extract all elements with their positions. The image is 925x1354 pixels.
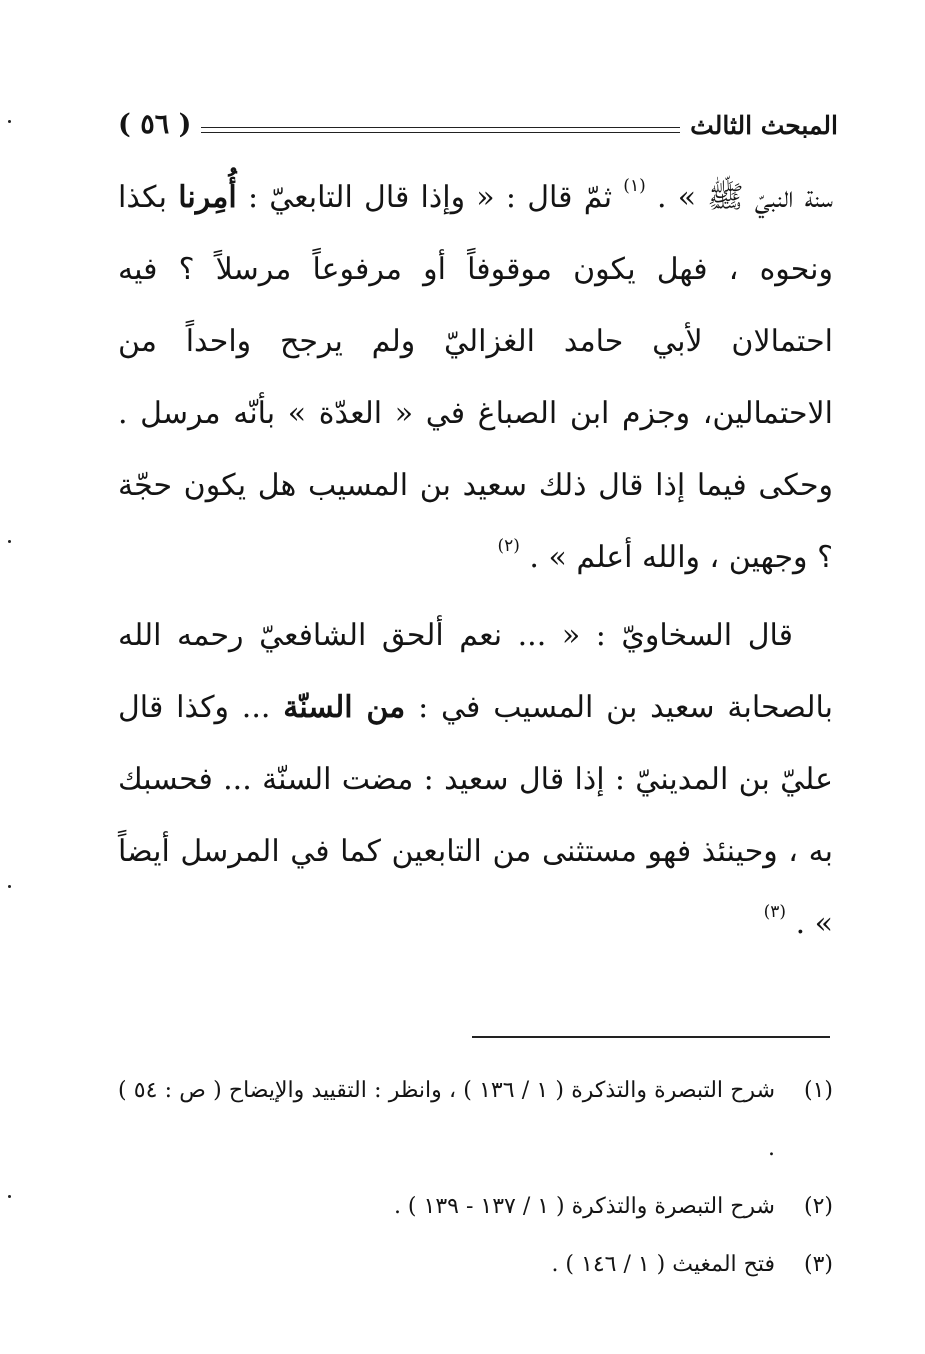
footnote-separator xyxy=(472,1036,830,1038)
bold-term: أُمِرنا xyxy=(178,180,237,215)
footnote-ref-3: (٣) xyxy=(763,902,787,922)
footnote-ref-2: (٢) xyxy=(497,536,520,556)
footnote-text: فتح المغيث ( ١ / ١٤٦ ) . xyxy=(551,1252,775,1277)
scan-speck xyxy=(8,885,11,888)
scan-speck xyxy=(8,120,11,123)
footnote-1 xyxy=(118,1062,833,1178)
scan-speck xyxy=(8,540,11,543)
footnote-ref-1: (١) xyxy=(623,176,646,196)
footnotes xyxy=(118,1062,833,1294)
footnote-2 xyxy=(118,1178,833,1236)
footnote-number: (١) xyxy=(803,1078,833,1103)
text-run: بكذا ونحوه ، فهل يكون موقوفاً أو مرفوعاً مرسلاً ؟ فيه احتمالان لأبي حامد الغزاليّ ولم يرجح واحداً من الاحتمالين، وجزم ابن الصباغ في « العدّة » بأنّه مرسل . وحكى فيما إذا قال ذلك سعيد بن المسيب هل يكون حجّة ؟ وجهين ، والله أعلم » . xyxy=(118,180,833,575)
scan-speck xyxy=(8,1195,11,1198)
text-run: ثمّ قال : « وإذا قال التابعيّ : xyxy=(236,180,624,215)
text-run: ... وكذا قال عليّ بن المدينيّ : إذا قال سعيد : مضت السنّة ... فحسبك به ، وحينئذ فهو مستثنى من التابعين كما في المرسل أيضاً » . xyxy=(118,690,833,941)
footnote-number: (٣) xyxy=(803,1252,833,1277)
footnote-text: شرح التبصرة والتذكرة ( ١ / ١٣٦ ) ، وانظر : التقييد والإيضاح ( ص : ٥٤ ) . xyxy=(118,1078,776,1161)
footnote-text: شرح التبصرة والتذكرة ( ١ / ١٣٧ - ١٣٩ ) . xyxy=(393,1194,775,1219)
text-run: قال السخاويّ : « ... نعم ألحق الشافعيّ رحمه الله بالصحابة سعيد بن المسيب في : xyxy=(118,618,833,725)
footnote-number: (٢) xyxy=(803,1194,833,1219)
text-run: سنة النبيّ ﷺ » . xyxy=(645,180,833,215)
page-number: ( ٥٦ ) xyxy=(118,109,192,140)
running-header xyxy=(118,92,838,138)
header-rule xyxy=(201,127,680,133)
paragraph-2 xyxy=(118,600,833,960)
bold-term: من السنّة xyxy=(283,690,406,725)
paragraph-1 xyxy=(118,162,833,594)
chapter-title: المبحث الثالث xyxy=(690,111,838,140)
main-text xyxy=(118,162,833,960)
footnote-3 xyxy=(118,1236,833,1294)
